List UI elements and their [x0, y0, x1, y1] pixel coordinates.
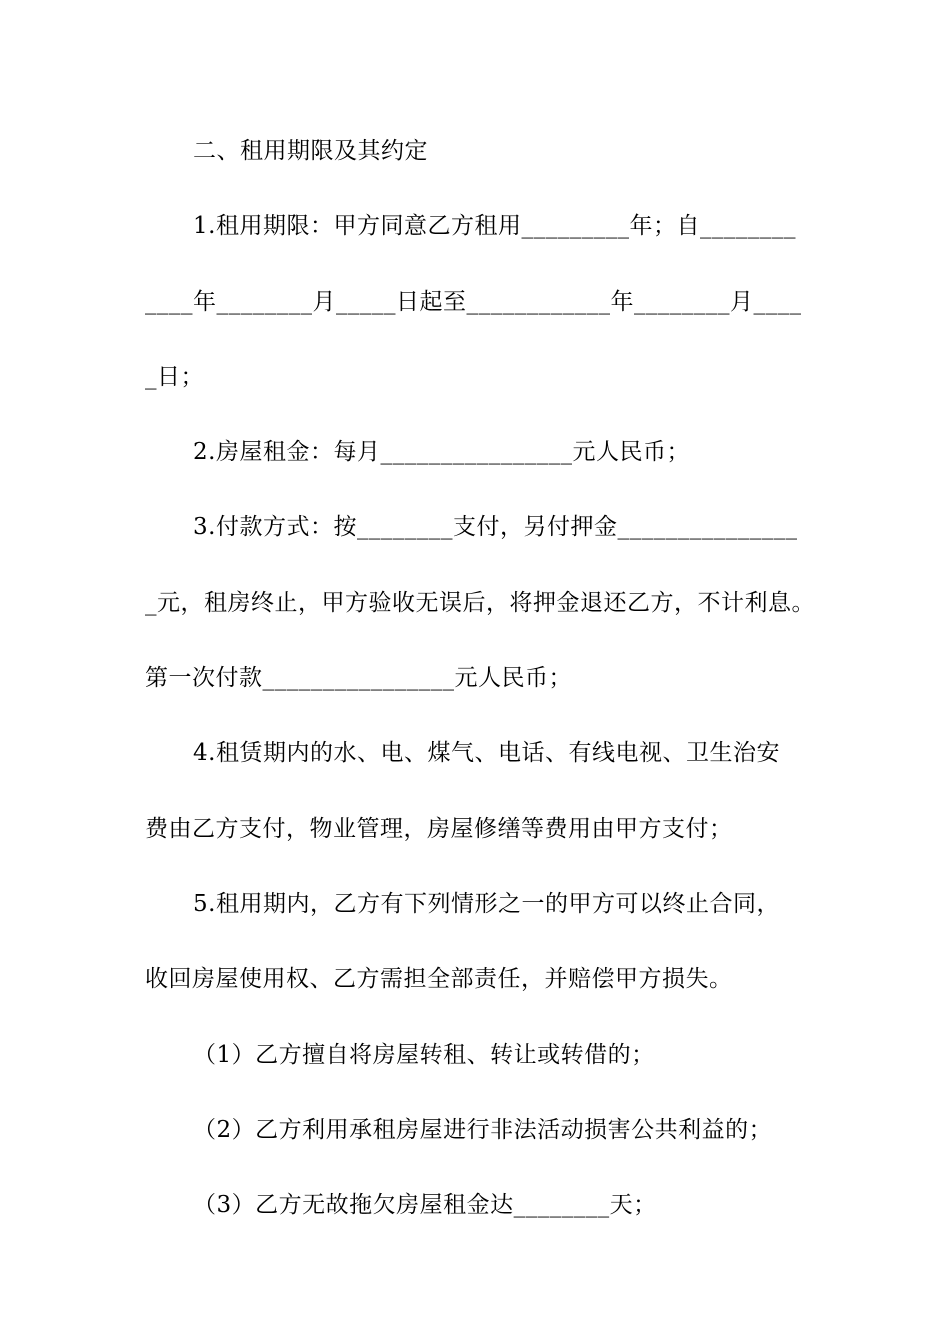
section-heading: 二、租用期限及其约定	[193, 138, 428, 164]
clause-1-line-2: ____年________月_____日起至____________年________月____	[145, 289, 802, 315]
clause-3-line-1: 3.付款方式：按________支付，另付押金_______________	[193, 514, 798, 540]
sub-item-2: （2）乙方利用承租房屋进行非法活动损害公共利益的；	[193, 1117, 773, 1143]
clause-5-line-2: 收回房屋使用权、乙方需担全部责任，并赔偿甲方损失。	[145, 966, 733, 992]
clause-1-line-1: 1.租用期限：甲方同意乙方租用_________年；自________	[193, 213, 796, 239]
clause-4-line-2: 费由乙方支付，物业管理，房屋修缮等费用由甲方支付；	[145, 816, 733, 842]
clause-1-line-3: _日；	[145, 364, 204, 390]
clause-5-line-1: 5.租用期内，乙方有下列情形之一的甲方可以终止合同，	[193, 891, 780, 917]
clause-3-line-3: 第一次付款________________元人民币；	[145, 665, 572, 691]
sub-item-1: （1）乙方擅自将房屋转租、转让或转借的；	[193, 1042, 655, 1068]
clause-4-line-1: 4.租赁期内的水、电、煤气、电话、有线电视、卫生治安	[193, 740, 780, 766]
clause-3-line-2: _元，租房终止，甲方验收无误后，将押金退还乙方，不计利息。	[145, 590, 815, 616]
sub-item-3: （3）乙方无故拖欠房屋租金达________天；	[193, 1192, 657, 1218]
clause-2: 2.房屋租金：每月________________元人民币；	[193, 439, 690, 465]
